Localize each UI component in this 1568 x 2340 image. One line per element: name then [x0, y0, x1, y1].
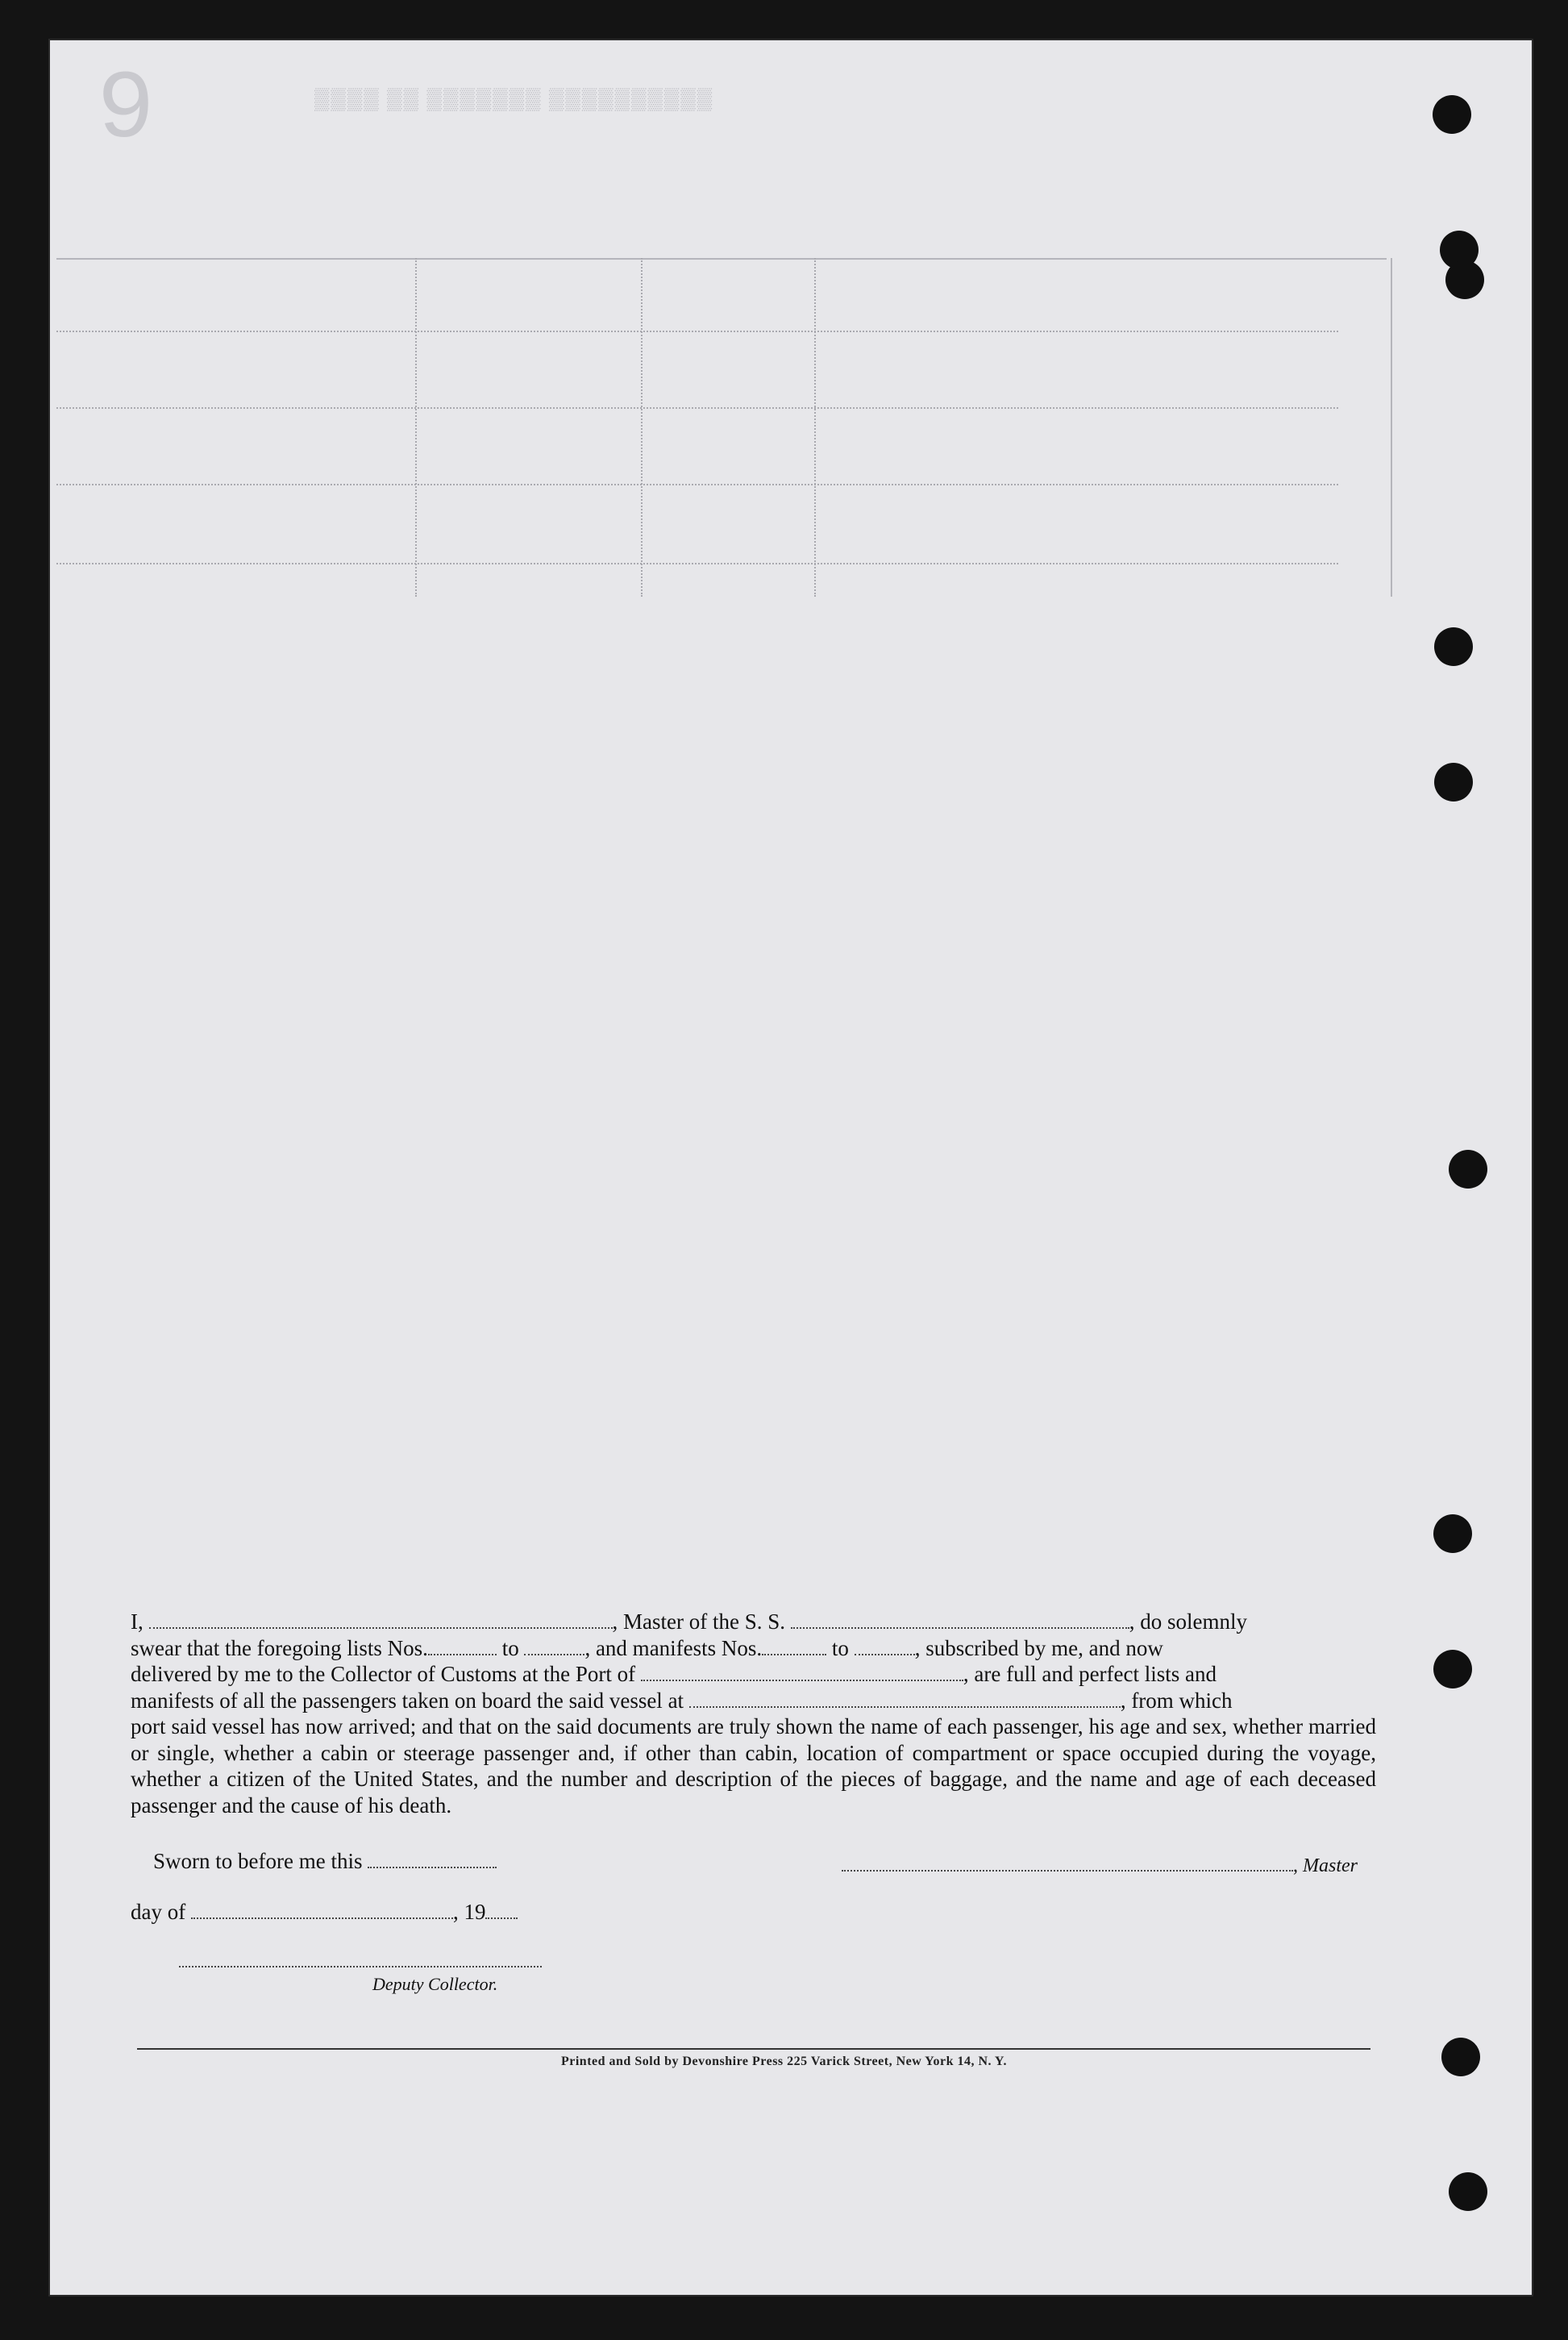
binder-hole [1445, 260, 1484, 299]
binder-hole [1433, 1514, 1472, 1553]
deputy-signature-field[interactable] [179, 1950, 542, 1967]
oath-from-which: , from which [1120, 1688, 1233, 1713]
binder-hole [1433, 95, 1471, 134]
day-of-label: day of [131, 1900, 186, 1924]
footer-rule [137, 2048, 1370, 2050]
oath-master-of-ss: , Master of the S. S. [612, 1609, 785, 1634]
day-of-row [131, 1900, 518, 1925]
binder-hole [1449, 1150, 1487, 1189]
faint-ruled-table [56, 218, 1387, 597]
binder-hole [1434, 627, 1473, 666]
oath-full-perfect: , are full and perfect lists and [963, 1662, 1217, 1686]
vessel-name-field[interactable] [791, 1611, 1129, 1629]
oath-body: port said vessel has now arrived; and that on the said documents are truly shown the name of each passenger, his age and sex, whether married or single, whether a cabin or steerage passenger and, if other than cabin, location of compartment or space occupied during the voyage, whether a citizen of the United States, and the number and description of the pieces of baggage, and the name and age of each deceased passenger and the cause of his death. [131, 1714, 1376, 1817]
master-name-field[interactable] [149, 1611, 613, 1629]
master-signature-field[interactable] [842, 1854, 1293, 1872]
binder-hole [1449, 2172, 1487, 2211]
oath-manifests-all: manifests of all the passengers taken on board the said vessel at [131, 1688, 684, 1713]
oath-manifests: , and manifests Nos. [584, 1635, 763, 1660]
master-oath [131, 1609, 1376, 1818]
oath-subscribed: , subscribed by me, and now [914, 1635, 1163, 1660]
day-of-field[interactable] [191, 1901, 453, 1919]
oath-to-1: to [501, 1635, 519, 1660]
oath-i: I, [131, 1609, 143, 1634]
deputy-collector-label: Deputy Collector. [372, 1974, 498, 1994]
sworn-date-field[interactable] [368, 1851, 497, 1868]
embark-port-field[interactable] [689, 1690, 1121, 1708]
oath-swear: swear that the foregoing lists Nos. [131, 1635, 428, 1660]
manifests-from-field[interactable] [762, 1638, 826, 1655]
oath-do-solemnly: , do solemnly [1129, 1609, 1247, 1634]
oath-delivered: delivered by me to the Collector of Customs at the Port of [131, 1662, 636, 1686]
printer-imprint: Printed and Sold by Devonshire Press 225 Varick Street, New York 14, N. Y. [560, 2055, 1008, 2068]
master-signature-row: , Master [842, 1852, 1358, 1877]
sworn-row [153, 1849, 497, 1874]
year-label: , 19 [452, 1900, 486, 1924]
bleed-through-marks: 9 [97, 56, 156, 166]
port-field[interactable] [641, 1663, 963, 1681]
binder-hole [1433, 1650, 1472, 1688]
year-field[interactable] [485, 1901, 518, 1919]
manifests-to-field[interactable] [855, 1638, 915, 1655]
bleed-through-header: ▒▒▒▒ ▒▒ ▒▒▒▒▒▒▒ ▒▒▒▒▒▒▒▒▒▒ [314, 87, 714, 110]
sworn-label: Sworn to before me this [153, 1849, 363, 1873]
lists-from-field[interactable] [428, 1638, 497, 1655]
binder-hole [1434, 763, 1473, 802]
oath-to-2: to [831, 1635, 849, 1660]
lists-to-field[interactable] [524, 1638, 584, 1655]
master-label: Master [1303, 1855, 1358, 1876]
